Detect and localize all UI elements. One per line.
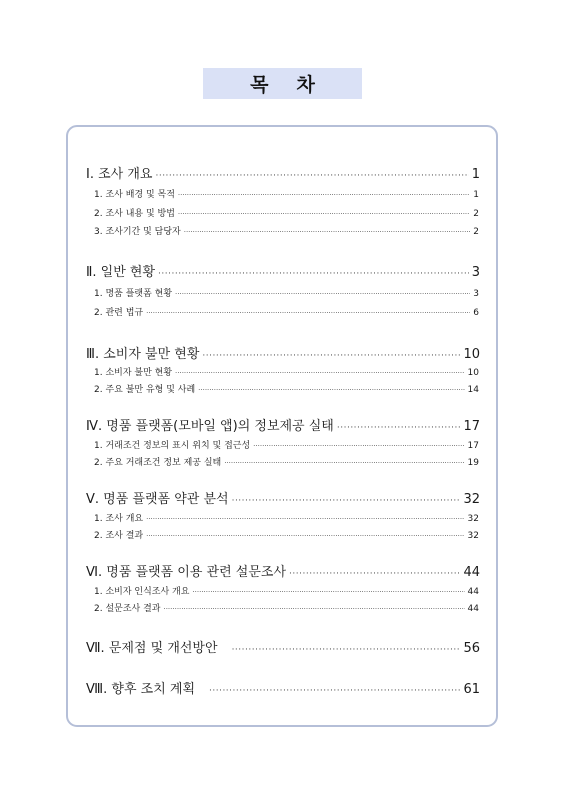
item-page: 44: [467, 604, 479, 614]
section-label: Ⅵ. 명품 플랫폼 이용 관련 설문조사: [86, 565, 287, 580]
toc-section-4[interactable]: [86, 415, 480, 433]
toc-title: 목차: [250, 74, 343, 96]
dot-leader: [289, 569, 460, 579]
dot-leader: [158, 269, 469, 279]
dot-leader: [202, 351, 460, 361]
item-page: 32: [467, 531, 479, 541]
section-label: Ⅴ. 명품 플랫폼 약관 분석: [86, 492, 229, 507]
section-label: Ⅳ. 명품 플랫폼(모바일 앱)의 정보제공 실태: [86, 419, 334, 434]
item-label: 1. 거래조건 정보의 표시 위치 및 접근성: [94, 441, 251, 451]
item-page: 32: [467, 514, 479, 524]
section-page: 32: [463, 492, 480, 507]
section-page: 17: [463, 419, 480, 434]
dot-leader: [184, 228, 471, 236]
item-label: 2. 조사 내용 및 방법: [94, 209, 175, 219]
dot-leader: [178, 210, 470, 218]
toc-section-5[interactable]: [86, 488, 480, 506]
item-page: 1: [473, 190, 479, 200]
item-label: 2. 조사 결과: [94, 531, 144, 541]
dot-leader: [253, 442, 464, 450]
toc-title-box: [203, 68, 362, 99]
section-page: 1: [471, 167, 480, 182]
toc-section-3[interactable]: [86, 343, 480, 361]
section-label: Ⅷ. 향후 조치 계획: [86, 682, 195, 697]
section-page: 10: [463, 347, 480, 362]
toc-item-6-2[interactable]: [94, 601, 480, 613]
toc-item-3-1[interactable]: [94, 365, 480, 377]
section-label: Ⅱ. 일반 현황: [86, 265, 156, 280]
section-page: 3: [471, 265, 480, 280]
item-label: 1. 조사 개요: [94, 514, 144, 524]
dot-leader: [198, 386, 464, 394]
item-page: 6: [473, 308, 479, 318]
toc-item-4-1[interactable]: [94, 438, 480, 450]
toc-item-4-2[interactable]: [94, 455, 480, 467]
section-label: Ⅲ. 소비자 불만 현황: [86, 347, 200, 362]
dot-leader: [224, 459, 464, 467]
item-page: 10: [467, 368, 479, 378]
toc-item-3-2[interactable]: [94, 382, 480, 394]
section-label: Ⅰ. 조사 개요: [86, 167, 153, 182]
item-page: 17: [467, 441, 479, 451]
toc-section-1[interactable]: [86, 163, 480, 181]
item-label: 3. 조사기간 및 담당자: [94, 227, 181, 237]
dot-leader: [232, 496, 461, 506]
toc-section-8[interactable]: [86, 678, 480, 696]
item-label: 2. 주요 거래조건 정보 제공 실태: [94, 458, 222, 468]
section-page: 61: [463, 682, 480, 697]
toc-item-5-1[interactable]: [94, 511, 480, 523]
item-label: 2. 주요 불만 유형 및 사례: [94, 385, 196, 395]
section-label: Ⅶ. 문제점 및 개선방안: [86, 641, 218, 656]
item-page: 44: [467, 587, 479, 597]
item-page: 3: [473, 289, 479, 299]
item-label: 2. 설문조사 결과: [94, 604, 161, 614]
toc-item-1-1[interactable]: [94, 187, 480, 199]
dot-leader: [175, 369, 465, 377]
dot-leader: [163, 605, 464, 613]
toc-item-2-1[interactable]: [94, 286, 480, 298]
dot-leader: [175, 290, 470, 298]
item-label: 2. 관련 법규: [94, 308, 144, 318]
dot-leader: [146, 309, 470, 317]
item-label: 1. 조사 배경 및 목적: [94, 190, 175, 200]
dot-leader: [178, 191, 470, 199]
item-page: 2: [473, 227, 479, 237]
toc-item-6-1[interactable]: [94, 584, 480, 596]
toc-item-1-2[interactable]: [94, 206, 480, 218]
item-page: 14: [467, 385, 479, 395]
toc-item-1-3[interactable]: [94, 224, 480, 236]
item-page: 19: [467, 458, 479, 468]
section-page: 56: [463, 641, 480, 656]
dot-leader: [337, 423, 461, 433]
toc-section-2[interactable]: [86, 261, 480, 279]
toc-item-2-2[interactable]: [94, 305, 480, 317]
item-page: 2: [473, 209, 479, 219]
dot-leader: [146, 515, 464, 523]
toc-item-5-2[interactable]: [94, 528, 480, 540]
dot-leader: [155, 171, 468, 181]
dot-leader: [209, 686, 460, 696]
dot-leader: [146, 532, 464, 540]
toc-section-6[interactable]: [86, 561, 480, 579]
dot-leader: [232, 645, 461, 655]
dot-leader: [192, 588, 464, 596]
item-label: 1. 소비자 불만 현황: [94, 368, 173, 378]
item-label: 1. 소비자 인식조사 개요: [94, 587, 190, 597]
toc-section-7[interactable]: [86, 637, 480, 655]
section-page: 44: [463, 565, 480, 580]
item-label: 1. 명품 플랫폼 현황: [94, 289, 173, 299]
